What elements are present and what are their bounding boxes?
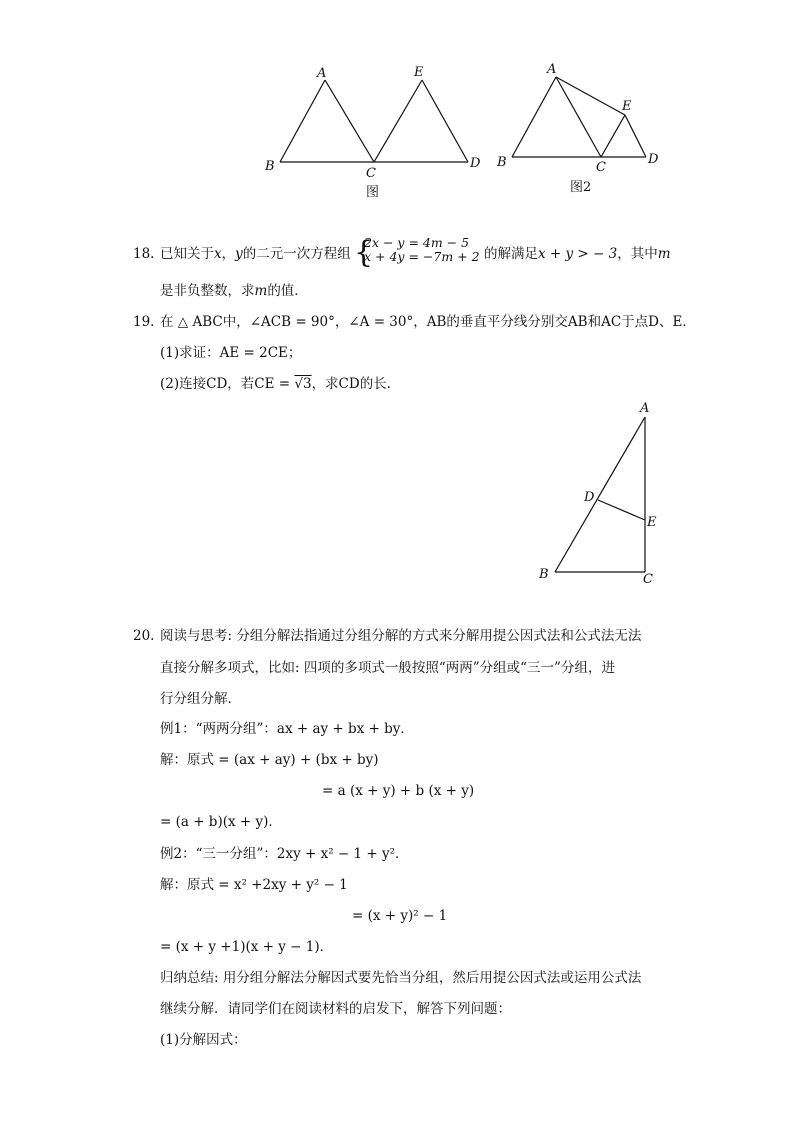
q18-cond: x + y > − 3 bbox=[538, 246, 618, 262]
fig1-label-E: E bbox=[414, 65, 424, 80]
fig2-label-B: B bbox=[497, 155, 507, 170]
q18-post: 的解满足 bbox=[484, 246, 538, 262]
fig1-label-A: A bbox=[317, 66, 327, 81]
fig2-label-E: E bbox=[622, 99, 632, 114]
q18-y: y bbox=[235, 246, 243, 262]
fig3-label-E: E bbox=[647, 515, 657, 530]
q19-line1: 在 △ ABC中，∠ACB = 90°，∠A = 30°，AB的垂直平分线分别交AB和AC于点D、E． bbox=[160, 314, 696, 330]
fig3-label-B: B bbox=[539, 567, 549, 582]
q19-part1: (1)求证：AE = 2CE； bbox=[160, 345, 302, 361]
fig2-label-D: D bbox=[648, 152, 659, 167]
q20-sol1b: = a (x + y) + b (x + y) bbox=[322, 783, 475, 799]
q18-eq2: x + 4y = −7m + 2 bbox=[364, 249, 480, 264]
q20-line1: 阅读与思考: 分组分解法指通过分组分解的方式来分解用提公因式法和公式法无法 bbox=[160, 628, 642, 644]
q20-ex2: 例2：“三一分组”：2xy + x² − 1 + y²． bbox=[160, 846, 409, 862]
q18-mid: 的二元一次方程组 bbox=[242, 246, 351, 262]
segment-AB bbox=[555, 417, 645, 572]
fig2-caption: 图2 bbox=[570, 180, 592, 195]
q18-tail: ，其中 bbox=[617, 246, 658, 262]
figure-3-lines bbox=[555, 417, 645, 572]
q20-summary1: 归纳总结: 用分组分解法分解因式要先恰当分组，然后用提公因式法或运用公式法 bbox=[160, 970, 642, 986]
q20-sol2c: = (x + y +1)(x + y − 1)． bbox=[160, 939, 334, 955]
fig3-label-A: A bbox=[640, 401, 650, 416]
q18-line2b: 的值． bbox=[267, 283, 308, 299]
q19-part2a: (2)连接CD，若CE = bbox=[160, 376, 295, 392]
q19-part2b: ，求CD的长． bbox=[311, 376, 401, 392]
q20-number: 20. bbox=[133, 628, 155, 644]
q18-line2a: 是非负整数，求 bbox=[160, 283, 255, 299]
q20-summary2: 继续分解．请同学们在阅读材料的启发下，解答下列问题： bbox=[160, 1001, 511, 1017]
fig1-caption: 图 bbox=[366, 185, 380, 200]
fig1-label-D: D bbox=[470, 156, 481, 171]
q20-line3: 行分组分解． bbox=[160, 691, 241, 707]
q18-number: 18. bbox=[133, 246, 155, 262]
q20-sol2b: = (x + y)² − 1 bbox=[352, 908, 448, 924]
q20-part1: (1)分解因式： bbox=[160, 1032, 247, 1048]
fig3-label-D: D bbox=[584, 490, 595, 505]
q18-pre: 已知关于 bbox=[160, 246, 214, 262]
q18-line2m: m bbox=[254, 283, 268, 299]
segment-DE bbox=[598, 500, 645, 520]
q19-part2-sqrt: √3 bbox=[294, 376, 312, 392]
q19-number: 19. bbox=[133, 314, 155, 330]
q20-sol2a: 解：原式 = x² +2xy + y² − 1 bbox=[160, 877, 348, 893]
q20-sol1c: = (a + b)(x + y)． bbox=[160, 814, 282, 830]
q18-x: x bbox=[214, 246, 222, 262]
q18-eq1: 2x − y = 4m − 5 bbox=[364, 235, 470, 250]
fig2-label-C: C bbox=[596, 160, 606, 175]
q18-system-brace: { bbox=[354, 235, 374, 270]
q20-line2: 直接分解多项式，比如: 四项的多项式一般按照“两两”分组或“三一”分组，进 bbox=[160, 660, 615, 676]
q18-sep: ， bbox=[221, 246, 236, 262]
q20-ex1: 例1：“两两分组”：ax + ay + bx + by． bbox=[160, 721, 414, 737]
q20-sol1a: 解：原式 = (ax + ay) + (bx + by) bbox=[160, 752, 379, 768]
q18-m: m bbox=[657, 246, 671, 262]
fig3-label-C: C bbox=[643, 572, 653, 587]
fig1-label-B: B bbox=[265, 159, 275, 174]
fig1-label-C: C bbox=[366, 166, 376, 181]
fig2-label-A: A bbox=[547, 62, 557, 77]
